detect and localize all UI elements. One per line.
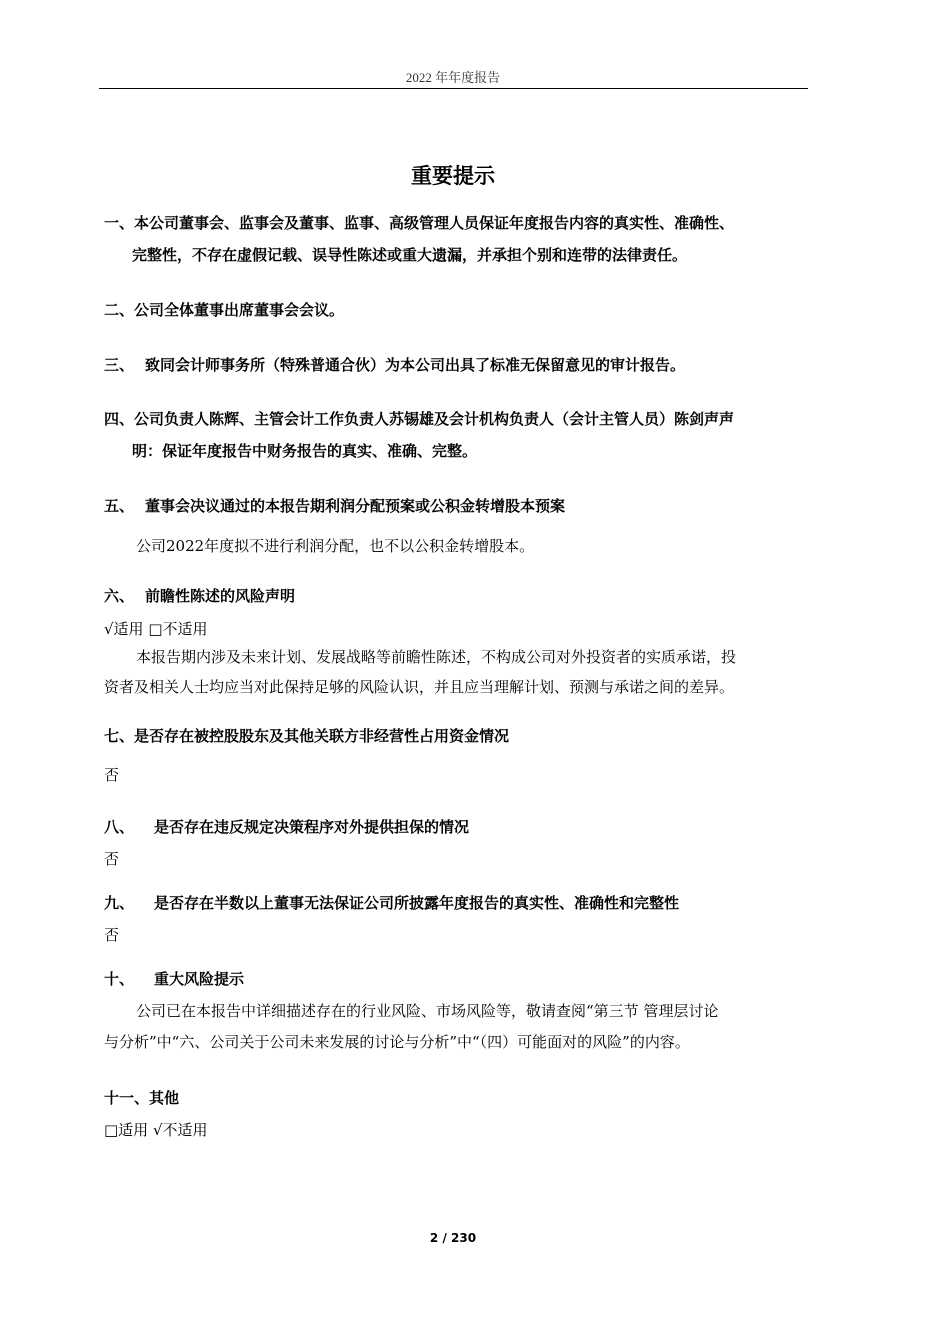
item-9-text: 是否存在半数以上董事无法保证公司所披露年度报告的真实性、准确性和完整性	[154, 894, 680, 912]
item-8-text: 是否存在违反规定决策程序对外提供担保的情况	[154, 818, 470, 836]
item-6-body-line-1: 本报告期内涉及未来计划、发展战略等前瞻性陈述，不构成公司对外投资者的实质承诺，投	[136, 648, 737, 666]
item-2: 二、公司全体董事出席董事会会议。	[104, 301, 345, 319]
item-5-text: 董事会决议通过的本报告期利润分配预案或公积金转增股本预案	[145, 497, 566, 515]
page-header-title: 2022 年年度报告	[405, 70, 501, 85]
item-11-options: □适用 √不适用	[104, 1121, 208, 1139]
item-7-answer: 否	[104, 766, 120, 784]
item-6-body-line-2: 资者及相关人士均应当对此保持足够的风险认识，并且应当理解计划、预测与承诺之间的差异。	[104, 678, 735, 696]
item-10-number: 十、	[104, 970, 135, 988]
page-number: 2 / 230	[429, 1231, 477, 1245]
item-1-line-1: 一、本公司董事会、监事会及董事、监事、高级管理人员保证年度报告内容的真实性、准确性、	[104, 214, 735, 232]
item-5-number: 五、	[104, 497, 135, 515]
item-11: 十一、其他	[104, 1089, 180, 1107]
item-3-text: 致同会计师事务所（特殊普通合伙）为本公司出具了标准无保留意见的审计报告。	[145, 356, 686, 374]
item-7: 七、是否存在被控股股东及其他关联方非经营性占用资金情况	[104, 727, 510, 745]
item-9-number: 九、	[104, 894, 135, 912]
item-9-answer: 否	[104, 926, 120, 944]
item-3-number: 三、	[104, 356, 135, 374]
item-1-line-2: 完整性，不存在虚假记载、误导性陈述或重大遗漏，并承担个别和连带的法律责任。	[132, 246, 688, 264]
item-4-line-2: 明：保证年度报告中财务报告的真实、准确、完整。	[132, 442, 478, 460]
item-5-body: 公司2022年度拟不进行利润分配，也不以公积金转增股本。	[136, 537, 535, 555]
page-title: 重要提示	[411, 164, 495, 188]
item-4-line-1: 四、公司负责人陈辉、主管会计工作负责人苏锡雄及会计机构负责人（会计主管人员）陈剑声声	[104, 410, 735, 428]
item-10-text: 重大风险提示	[154, 970, 245, 988]
item-6-text: 前瞻性陈述的风险声明	[145, 587, 296, 605]
item-6-number: 六、	[104, 587, 135, 605]
item-6-options: √适用 □不适用	[104, 620, 208, 638]
item-8-number: 八、	[104, 818, 135, 836]
item-8-answer: 否	[104, 850, 120, 868]
item-10-body-line-2: 与分析”中“六、公司关于公司未来发展的讨论与分析”中“（四）可能面对的风险”的内容。	[104, 1033, 690, 1051]
header-divider	[99, 88, 808, 89]
item-10-body-line-1: 公司已在本报告中详细描述存在的行业风险、市场风险等，敬请查阅“第三节 管理层讨论	[136, 1002, 719, 1020]
